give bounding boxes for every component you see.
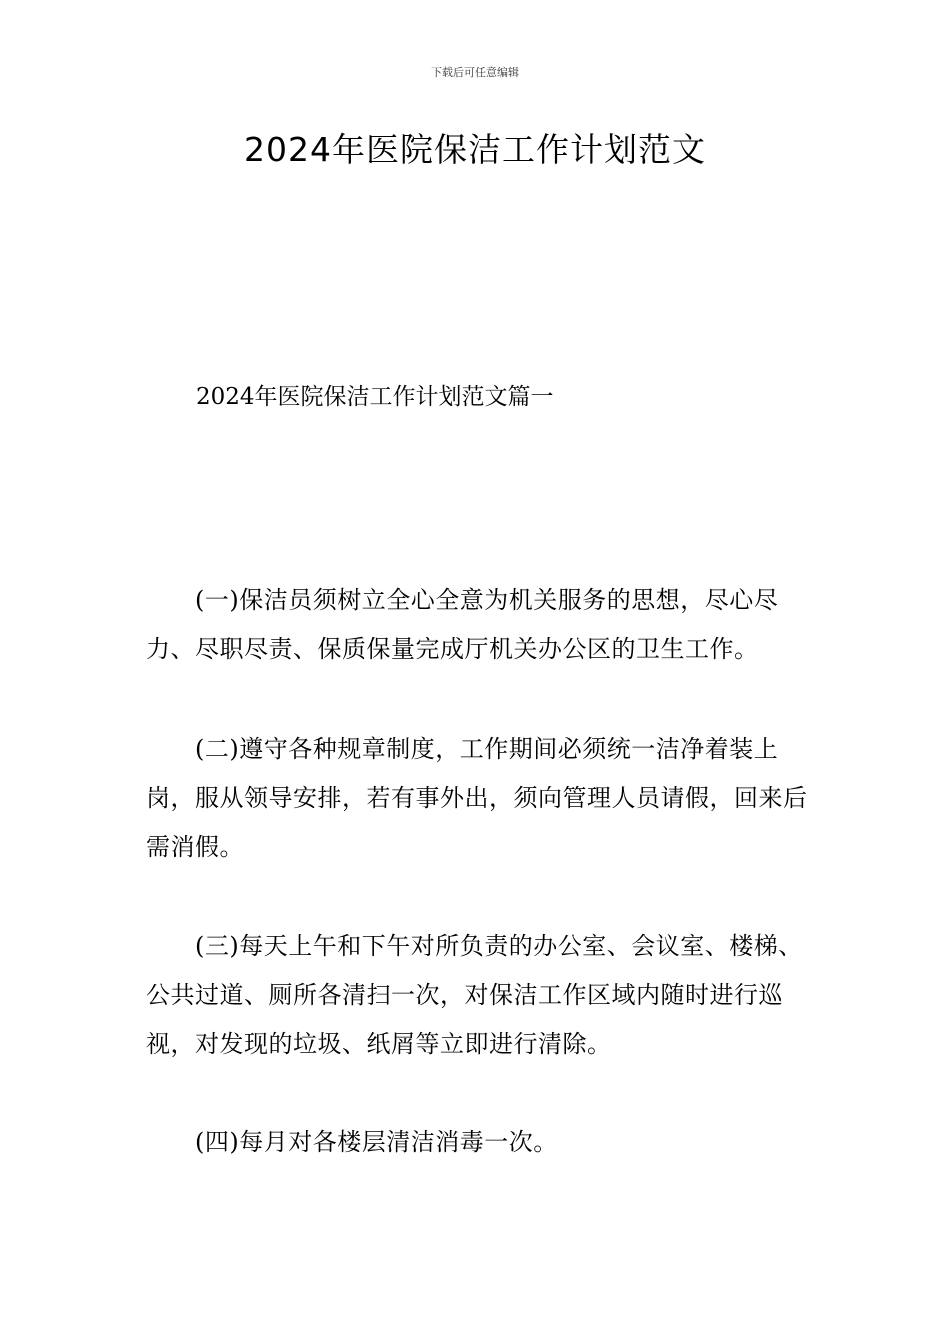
document-title: 2024年医院保洁工作计划范文	[244, 130, 706, 169]
paragraph-3: (三)每天上午和下午对所负责的办公室、会议室、楼梯、公共过道、厕所各清扫一次，对保洁工作区域内随时进行巡视，对发现的垃圾、纸屑等立即进行清除。	[146, 932, 803, 1058]
header-note: 下载后可任意编辑	[431, 66, 519, 79]
paragraph-2: (二)遵守各种规章制度，工作期间必须统一洁净着装上岗，服从领导安排，若有事外出，须向管理人员请假，回来后需消假。	[146, 735, 808, 861]
section-title: 2024年医院保洁工作计划范文篇一	[196, 384, 554, 410]
paragraph-4: (四)每月对各楼层清洁消毒一次。	[195, 1128, 558, 1156]
paragraph-1: (一)保洁员须树立全心全意为机关服务的思想，尽心尽力、尽职尽责、保质保量完成厅机关办公区的卫生工作。	[146, 586, 779, 663]
